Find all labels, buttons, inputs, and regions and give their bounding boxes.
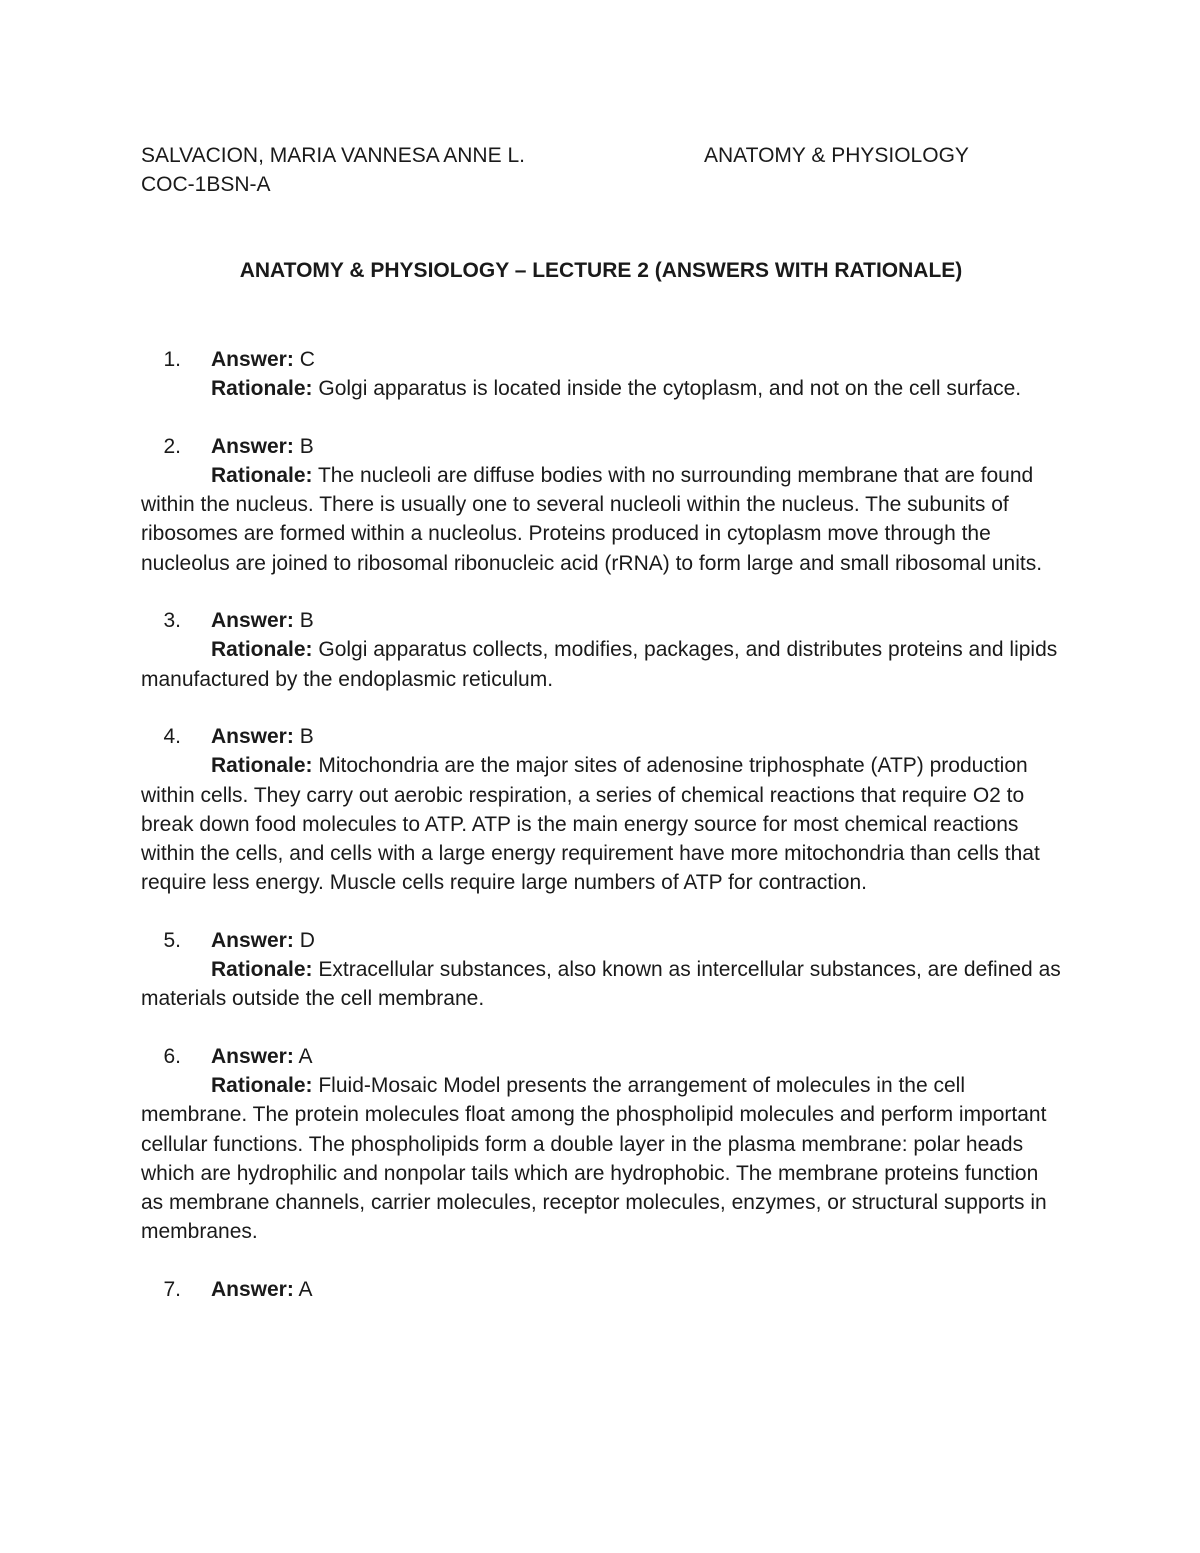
answer-value: A (298, 1044, 313, 1068)
rationale-text (141, 461, 1061, 578)
item-number: 5. (163, 928, 181, 952)
answer-value: A (298, 1277, 313, 1301)
answer-list (141, 345, 1061, 1332)
rationale-label: Rationale: (211, 377, 313, 401)
answer-line (141, 926, 1061, 955)
answer-line (141, 345, 1061, 374)
document-title: ANATOMY & PHYSIOLOGY – LECTURE 2 (ANSWERS WITH RATIONALE) (239, 259, 963, 282)
answer-label: Answer: (211, 724, 294, 748)
rationale-text (141, 751, 1061, 897)
student-name: SALVACION, MARIA VANNESA ANNE L. (141, 144, 525, 167)
answer-label: Answer: (211, 1044, 294, 1068)
item-number: 2. (163, 434, 181, 458)
answer-line (141, 1042, 1061, 1071)
answer-label: Answer: (211, 928, 294, 952)
rationale-body: Golgi apparatus collects, modifies, packages, and distributes proteins and lipids manufactured by the endoplasmic reticulum. (141, 638, 1058, 691)
answer-item (141, 1042, 1061, 1247)
rationale-label: Rationale: (211, 463, 313, 487)
course-title: ANATOMY & PHYSIOLOGY (704, 144, 969, 167)
rationale-text (141, 374, 1061, 403)
answer-value: D (299, 928, 315, 952)
header-row (141, 141, 1061, 170)
answer-line (141, 606, 1061, 635)
answer-item (141, 606, 1061, 694)
answer-label: Answer: (211, 609, 294, 633)
answer-line (141, 432, 1061, 461)
section-row (141, 170, 1061, 199)
answer-item (141, 1275, 1061, 1304)
answer-value: B (299, 609, 314, 633)
answer-value: C (299, 348, 315, 371)
answer-line (141, 1275, 1061, 1304)
item-number: 6. (163, 1044, 181, 1068)
rationale-body: Mitochondria are the major sites of adenosine triphosphate (ATP) production within cells. They carry out aerobic respiration, a series of chemical reactions that require O2 to break down food molecules to ATP. ATP is the main energy source for most chemical reactions within the cells, and cells with a large energy requirement have more mitochondria than cells that require less energy. Muscle cells require large numbers of ATP for contraction. (141, 754, 1040, 895)
rationale-text (141, 955, 1061, 1014)
rationale-body: Golgi apparatus is located inside the cytoplasm, and not on the cell surface. (318, 377, 1022, 401)
answer-item (141, 432, 1061, 578)
answer-line (141, 722, 1061, 751)
answer-value: B (299, 434, 314, 458)
item-number: 3. (163, 609, 181, 633)
rationale-body: The nucleoli are diffuse bodies with no surrounding membrane that are found within the nucleus. There is usually one to several nucleoli within the nucleus. The subunits of ribosomes are formed within a nucleolus. Proteins produced in cytoplasm move through the nucleolus are joined to ribosomal ribonucleic acid (rRNA) to form large and small ribosomal units. (141, 463, 1043, 575)
item-number: 1. (163, 348, 181, 371)
rationale-text (141, 635, 1061, 694)
item-number: 4. (163, 724, 181, 748)
rationale-text (141, 1071, 1061, 1247)
rationale-body: Fluid-Mosaic Model presents the arrangement of molecules in the cell membrane. The protein molecules float among the phospholipid molecules and perform important cellular functions. The phospholipids form a double layer in the plasma membrane: polar heads which are hydrophilic and nonpolar tails which are hydrophobic. The membrane proteins function as membrane channels, carrier molecules, receptor molecules, enzymes, or structural supports in membranes. (141, 1073, 1047, 1244)
rationale-label: Rationale: (211, 1073, 313, 1097)
answer-label: Answer: (211, 1277, 294, 1301)
rationale-label: Rationale: (211, 638, 313, 662)
section-code: COC-1BSN-A (141, 173, 271, 196)
rationale-label: Rationale: (211, 958, 313, 982)
answer-label: Answer: (211, 434, 294, 458)
answer-value: B (299, 724, 314, 748)
rationale-label: Rationale: (211, 754, 313, 778)
answer-item (141, 345, 1061, 404)
answer-label: Answer: (211, 348, 294, 371)
answer-item (141, 926, 1061, 1014)
item-number: 7. (163, 1277, 181, 1301)
answer-item (141, 722, 1061, 898)
rationale-body: Extracellular substances, also known as intercellular substances, are defined as materials outside the cell membrane. (141, 958, 1061, 1011)
